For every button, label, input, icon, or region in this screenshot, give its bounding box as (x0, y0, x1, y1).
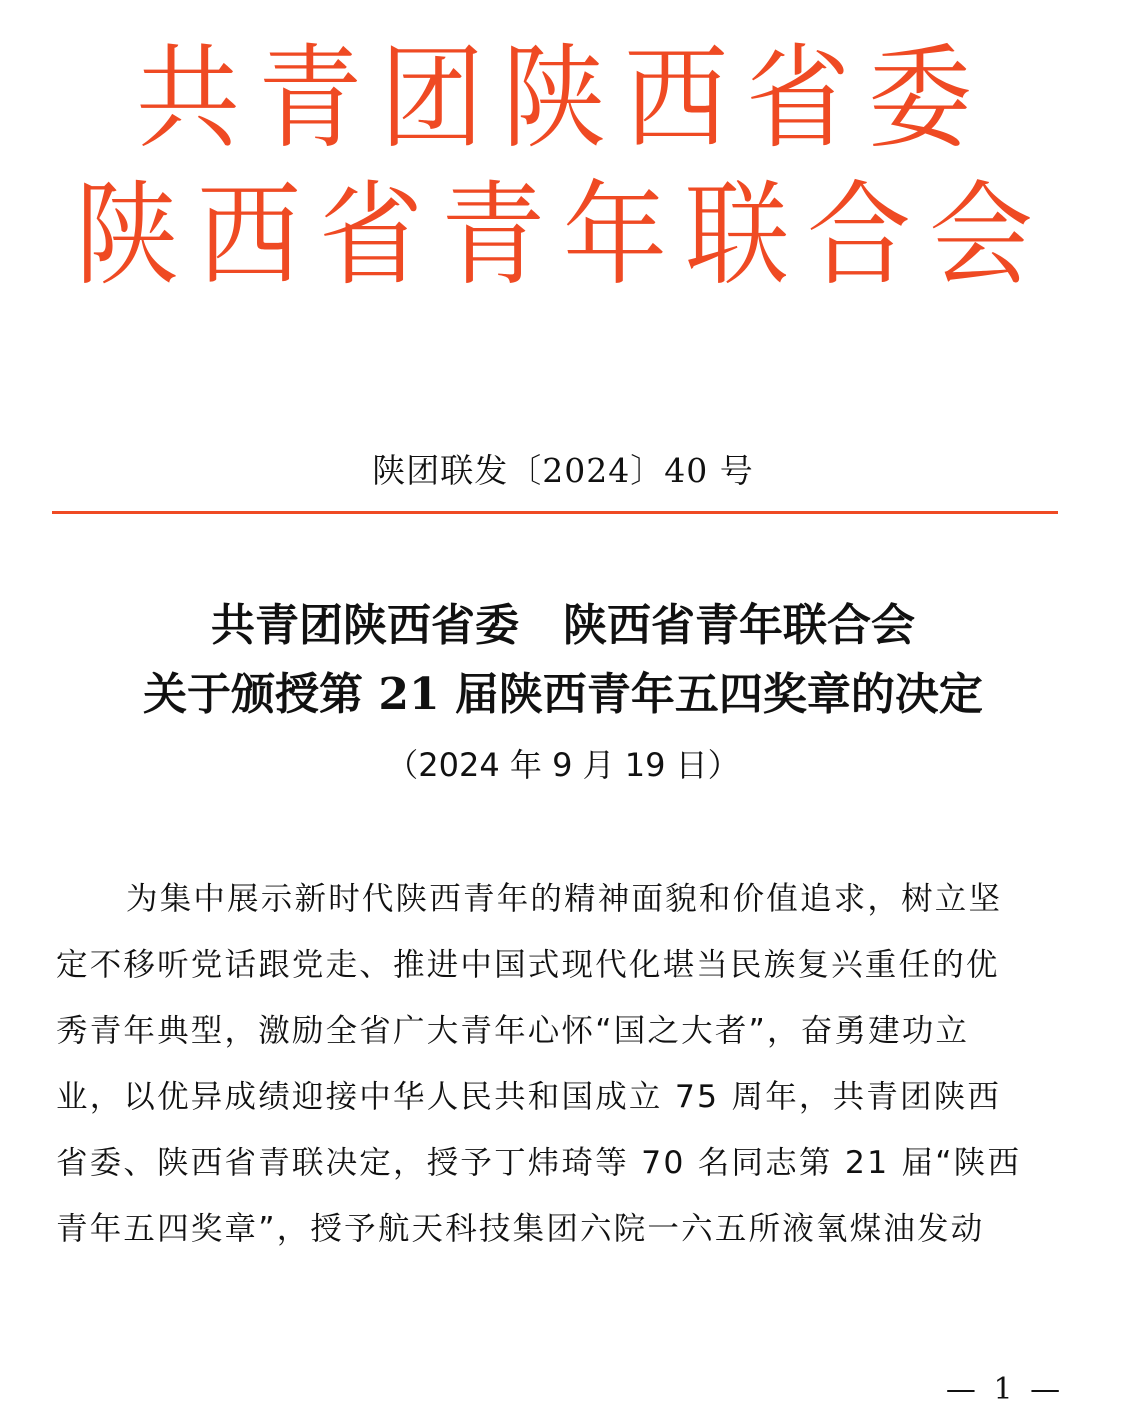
issuing-org-header-line-1: 共青团陕西省委 (135, 32, 990, 164)
body-line: 业，以优异成绩迎接中华人民共和国成立 75 周年，共青团陕西 (56, 1079, 1002, 1115)
document-title-line-2: 关于颁授第 21 届陕西青年五四奖章的决定 (143, 669, 983, 720)
document-title-line-1: 共青团陕西省委 陕西省青年联合会 (211, 600, 915, 651)
body-line: 青年五四奖章”，授予航天科技集团六院一六五所液氧煤油发动 (56, 1211, 985, 1247)
red-divider-line (52, 511, 1058, 514)
document-number: 陕团联发〔2024〕40 号 (372, 451, 754, 490)
body-line: 秀青年典型，激励全省广大青年心怀“国之大者”，奋勇建功立 (56, 1013, 970, 1049)
page-number: — 1 — (945, 1372, 1065, 1407)
body-paragraph (56, 866, 1058, 1262)
body-line: 定不移听党话跟党走、推进中国式现代化堪当民族复兴重任的优 (56, 947, 1000, 983)
document-date: （2024 年 9 月 19 日） (386, 746, 740, 784)
issuing-org-header-line-2: 陕西省青年联合会 (74, 169, 1051, 301)
body-line: 为集中展示新时代陕西青年的精神面貌和价值追求，树立坚 (126, 881, 1003, 917)
body-line: 省委、陕西省青联决定，授予丁炜琦等 70 名同志第 21 届“陕西 (56, 1145, 1022, 1181)
